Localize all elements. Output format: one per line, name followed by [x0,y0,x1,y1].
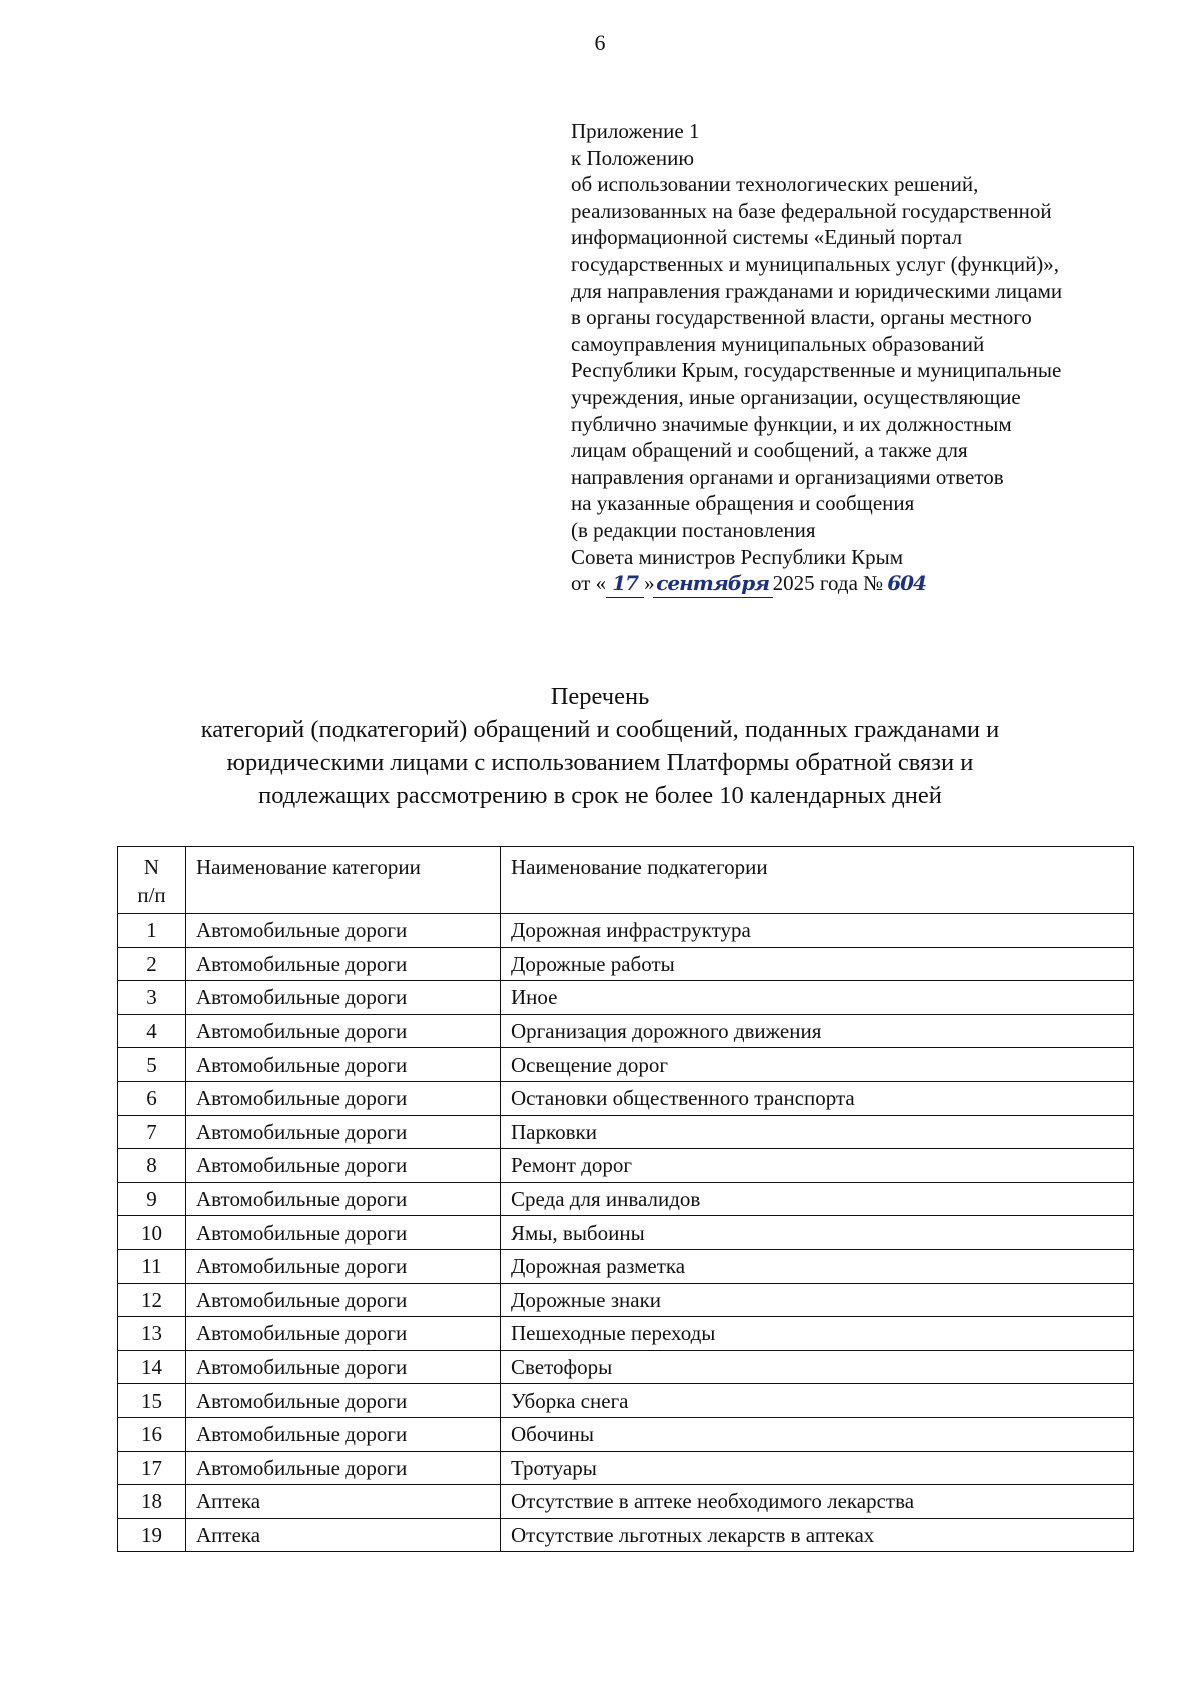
page-number: 6 [594,30,606,55]
row-number-cell: 16 [118,1417,186,1451]
row-subcategory-cell: Парковки [501,1115,1134,1149]
row-number-cell: 10 [118,1216,186,1250]
row-number-cell: 5 [118,1048,186,1082]
appendix-line: самоуправления муниципальных образований [571,331,985,356]
row-category-cell: Автомобильные дороги [186,947,501,981]
row-subcategory-cell: Организация дорожного движения [501,1014,1134,1048]
table-row [118,1081,1134,1115]
row-category-cell: Автомобильные дороги [186,1048,501,1082]
appendix-line: информационной системы «Единый портал [571,225,963,250]
row-subcategory-cell: Дорожные знаки [501,1283,1134,1317]
row-number-cell: 11 [118,1249,186,1283]
row-number-cell: 9 [118,1182,186,1216]
table-row [118,1518,1134,1552]
appendix-line: для направления гражданами и юридическими лицами [571,278,1063,303]
appendix-line: публично значимые функции, и их должностным [571,411,1012,436]
row-subcategory-cell: Отсутствие в аптеке необходимого лекарства [501,1485,1134,1519]
row-number-cell: 18 [118,1485,186,1519]
date-year-text: 2025 года № [772,571,884,596]
row-category-cell: Автомобильные дороги [186,1350,501,1384]
row-category-cell: Автомобильные дороги [186,1182,501,1216]
categories-table-wrapper [117,846,1133,1552]
appendix-block [571,118,1171,598]
row-category-cell: Автомобильные дороги [186,914,501,948]
row-number-cell: 6 [118,1081,186,1115]
row-subcategory-cell: Тротуары [501,1451,1134,1485]
table-row [118,1115,1134,1149]
appendix-line: государственных и муниципальных услуг (функций)», [571,251,1060,276]
header-number-line2: п/п [137,883,166,907]
table-row [118,914,1134,948]
row-category-cell: Автомобильные дороги [186,1149,501,1183]
row-number-cell: 15 [118,1384,186,1418]
row-number-cell: 13 [118,1317,186,1351]
row-subcategory-cell: Светофоры [501,1350,1134,1384]
table-row [118,1283,1134,1317]
appendix-line: лицам обращений и сообщений, а также для [571,438,968,463]
appendix-line: на указанные обращения и сообщения [571,491,915,516]
table-row [118,1417,1134,1451]
table-row [118,1485,1134,1519]
appendix-line: (в редакции постановления [571,517,816,542]
row-category-cell: Автомобильные дороги [186,1317,501,1351]
row-subcategory-cell: Освещение дорог [501,1048,1134,1082]
table-row [118,981,1134,1015]
handwritten-month: сентября [653,570,773,598]
row-subcategory-cell: Уборка снега [501,1384,1134,1418]
title-line: категорий (подкатегорий) обращений и сообщений, поданных гражданами и [200,716,1000,743]
appendix-line: об использовании технологических решений, [571,172,979,197]
row-category-cell: Автомобильные дороги [186,1283,501,1317]
title-line: Перечень [550,683,650,710]
table-body [118,914,1134,1552]
row-subcategory-cell: Дорожная инфраструктура [501,914,1134,948]
table-row [118,1182,1134,1216]
row-category-cell: Автомобильные дороги [186,1115,501,1149]
row-subcategory-cell: Пешеходные переходы [501,1317,1134,1351]
table-row [118,1451,1134,1485]
row-category-cell: Автомобильные дороги [186,1417,501,1451]
row-category-cell: Аптека [186,1518,501,1552]
table-row [118,1249,1134,1283]
row-category-cell: Автомобильные дороги [186,1451,501,1485]
row-subcategory-cell: Дорожные работы [501,947,1134,981]
table-row [118,1350,1134,1384]
row-category-cell: Автомобильные дороги [186,1384,501,1418]
appendix-line: Совета министров Республики Крым [571,544,904,569]
row-category-cell: Автомобильные дороги [186,1014,501,1048]
table-header-row [118,847,1134,914]
appendix-line: к Положению [571,145,695,170]
appendix-line: учреждения, иные организации, осуществляющие [571,384,1021,409]
appendix-line: Республики Крым, государственные и муниципальные [571,358,1062,383]
handwritten-day: 17 [606,570,644,598]
table-row [118,1384,1134,1418]
row-number-cell: 8 [118,1149,186,1183]
row-number-cell: 1 [118,914,186,948]
table-row [118,1216,1134,1250]
title-line: подлежащих рассмотрению в срок не более 10 календарных дней [258,782,942,809]
row-category-cell: Автомобильные дороги [186,981,501,1015]
row-category-cell: Автомобильные дороги [186,1216,501,1250]
header-number [118,847,186,914]
table-row [118,1048,1134,1082]
row-category-cell: Автомобильные дороги [186,1081,501,1115]
appendix-line: в органы государственной власти, органы местного [571,305,1032,330]
appendix-line: реализованных на базе федеральной государственной [571,198,1052,223]
appendix-date-line [571,570,1171,598]
row-subcategory-cell: Остановки общественного транспорта [501,1081,1134,1115]
date-prefix: от « [571,571,607,596]
appendix-line: направления органами и организациями ответов [571,464,1004,489]
row-subcategory-cell: Среда для инвалидов [501,1182,1134,1216]
table-row [118,1317,1134,1351]
row-subcategory-cell: Дорожная разметка [501,1249,1134,1283]
row-number-cell: 2 [118,947,186,981]
row-subcategory-cell: Иное [501,981,1134,1015]
row-number-cell: 7 [118,1115,186,1149]
row-subcategory-cell: Обочины [501,1417,1134,1451]
row-number-cell: 3 [118,981,186,1015]
row-subcategory-cell: Ремонт дорог [501,1149,1134,1183]
header-subcategory: Наименование подкатегории [501,847,1134,914]
row-number-cell: 14 [118,1350,186,1384]
header-category: Наименование категории [186,847,501,914]
row-number-cell: 4 [118,1014,186,1048]
row-number-cell: 19 [118,1518,186,1552]
handwritten-number: 604 [887,571,926,596]
row-number-cell: 17 [118,1451,186,1485]
title-line: юридическими лицами с использованием Платформы обратной связи и [226,749,974,776]
date-quote-close: » [644,571,655,596]
row-subcategory-cell: Отсутствие льготных лекарств в аптеках [501,1518,1134,1552]
table-row [118,1014,1134,1048]
table-row [118,1149,1134,1183]
document-title [0,680,1200,812]
row-category-cell: Автомобильные дороги [186,1249,501,1283]
row-category-cell: Аптека [186,1485,501,1519]
header-number-line1: N [143,855,160,879]
appendix-line: Приложение 1 [571,119,700,143]
row-subcategory-cell: Ямы, выбоины [501,1216,1134,1250]
categories-table [117,846,1134,1552]
table-row [118,947,1134,981]
row-number-cell: 12 [118,1283,186,1317]
